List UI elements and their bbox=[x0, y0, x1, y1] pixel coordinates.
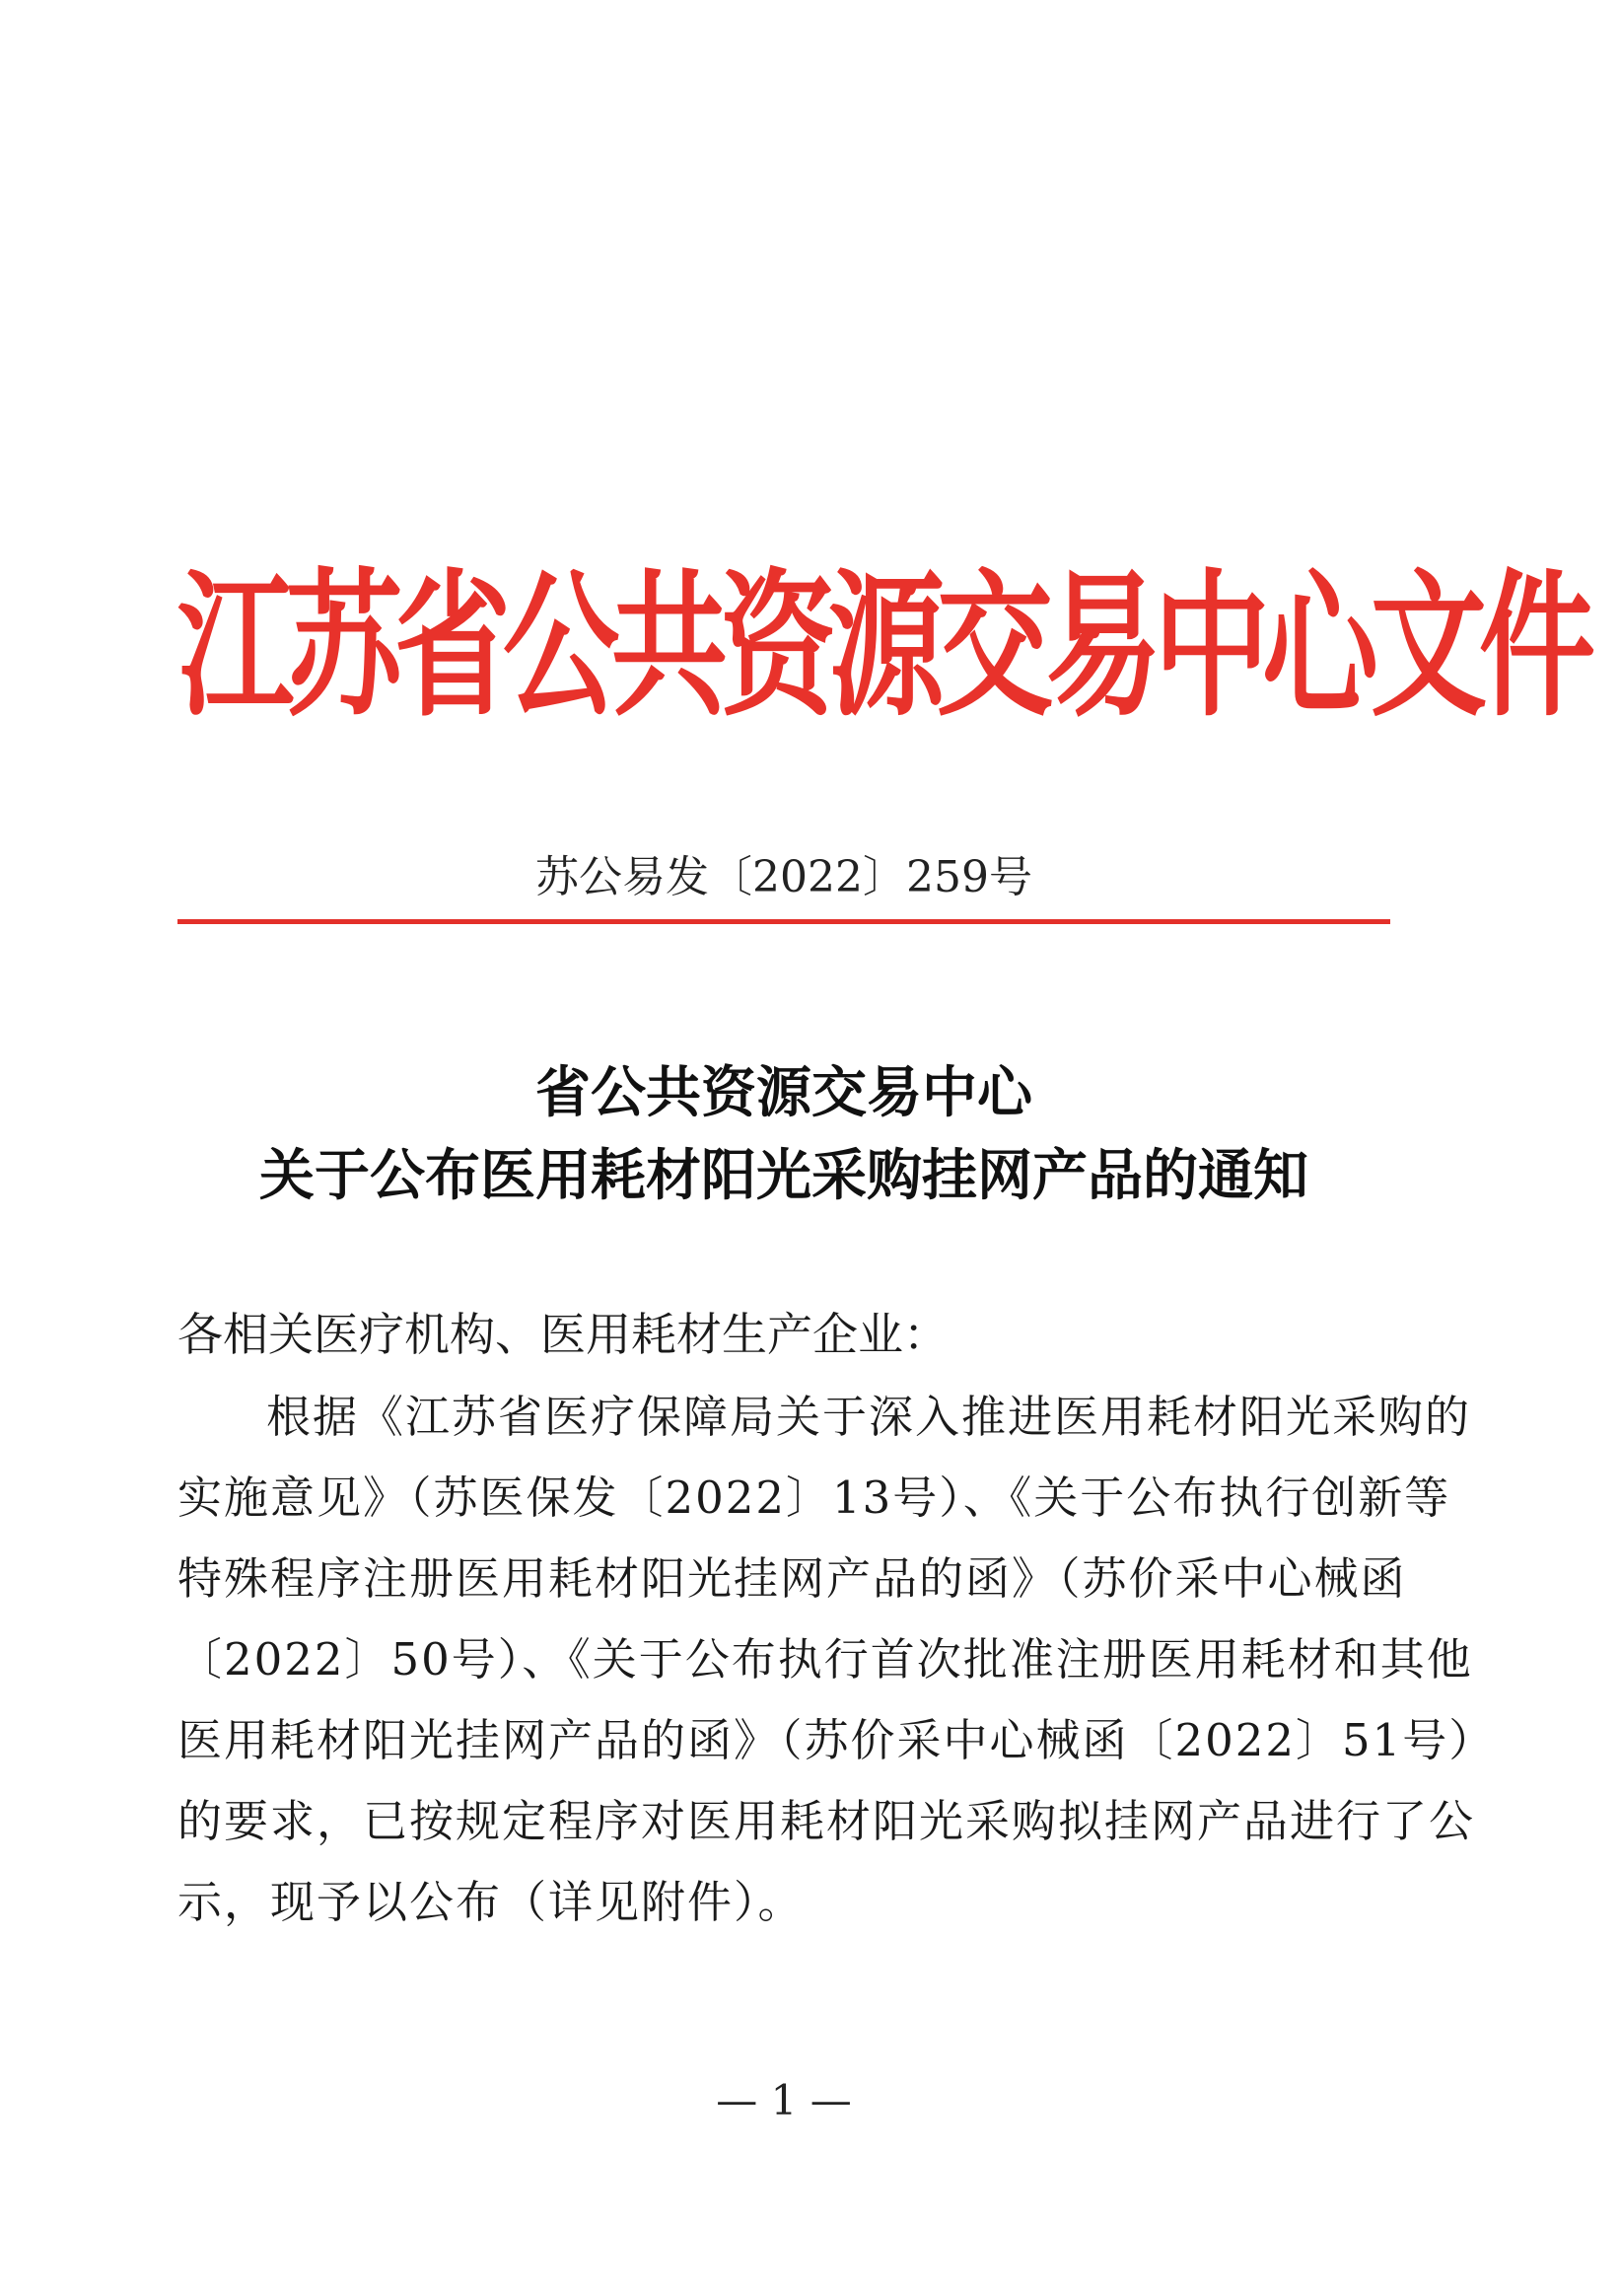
body-line: 特殊程序注册医用耗材阳光挂网产品的函》（苏价采中心械函 bbox=[177, 1552, 1407, 1605]
document-masthead: 江苏省公共资源交易中心文件 bbox=[177, 553, 1588, 739]
body-line: 的要求，已按规定程序对医用耗材阳光采购拟挂网产品进行了公 bbox=[177, 1795, 1476, 1847]
document-number: 苏公易发〔2022〕259号 bbox=[535, 852, 1032, 902]
page-number: — 1 — bbox=[716, 2076, 852, 2124]
salutation: 各相关医疗机构、医用耗材生产企业： bbox=[177, 1308, 949, 1361]
title-line-2: 关于公布医用耗材阳光采购挂网产品的通知 bbox=[259, 1143, 1308, 1208]
body-line: 示，现予以公布（详见附件）。 bbox=[177, 1876, 805, 1928]
body-line: 〔2022〕50号）、《关于公布执行首次批准注册医用耗材和其他 bbox=[177, 1633, 1473, 1686]
body-line: 根据《江苏省医疗保障局关于深入推进医用耗材阳光采购的 bbox=[266, 1391, 1472, 1443]
title-line-1: 省公共资源交易中心 bbox=[535, 1060, 1032, 1125]
red-divider-line bbox=[177, 919, 1390, 924]
body-line: 医用耗材阳光挂网产品的函》（苏价采中心械函〔2022〕51号） bbox=[177, 1714, 1496, 1766]
body-line: 实施意见》（苏医保发〔2022〕13号）、《关于公布执行创新等 bbox=[177, 1471, 1451, 1524]
